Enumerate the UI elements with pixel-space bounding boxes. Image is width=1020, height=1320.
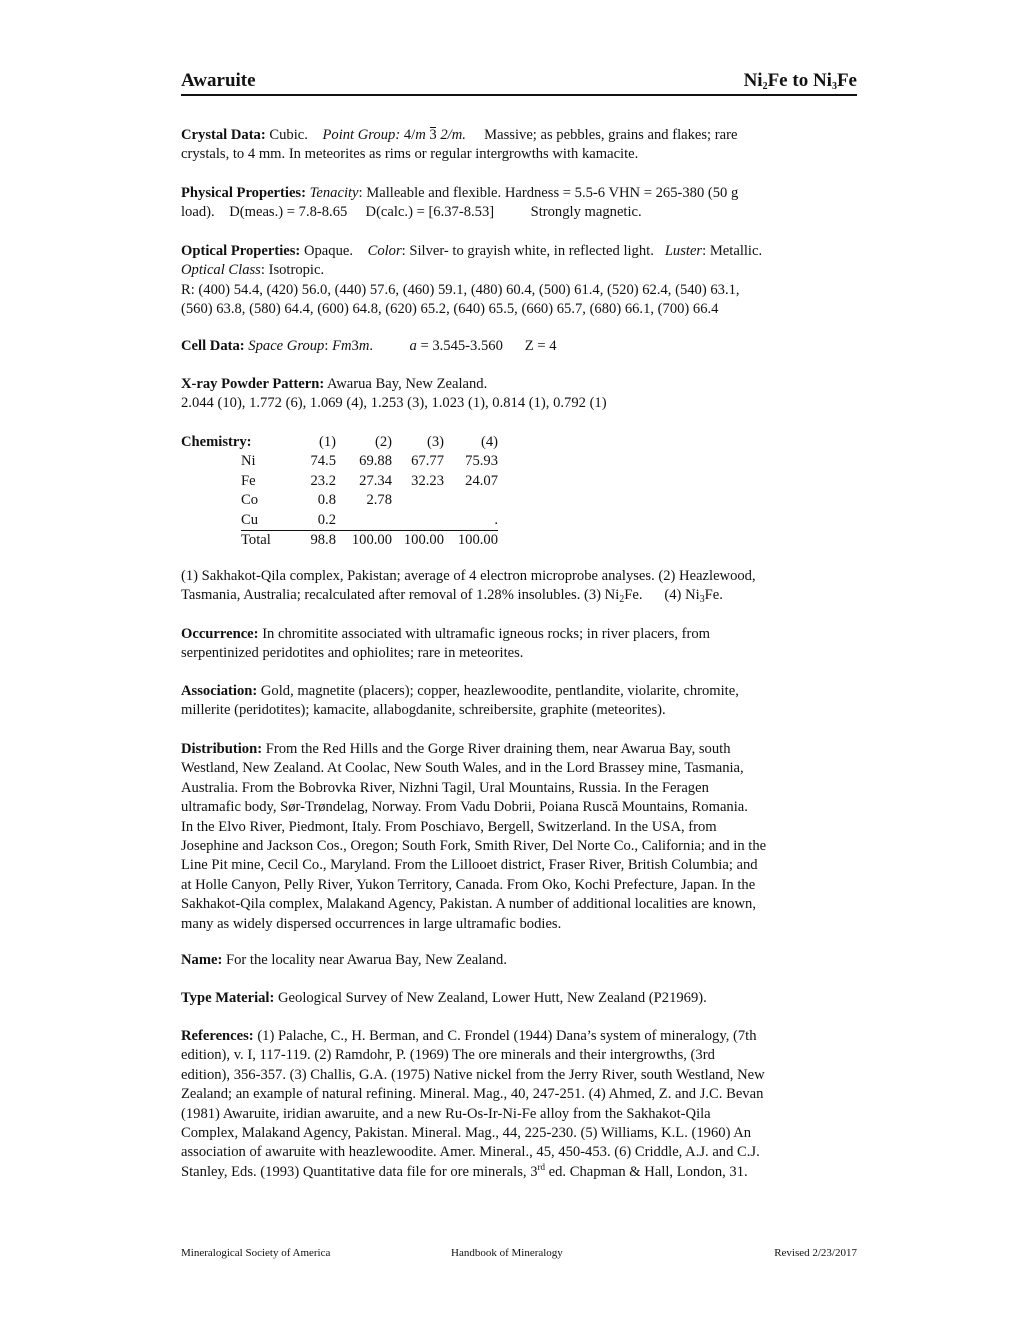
crystal-data-heading: Crystal Data: (181, 127, 266, 143)
footer-title: Handbook of Mineralogy (451, 1247, 563, 1259)
mineral-name: Awaruite (181, 70, 256, 91)
footer-publisher: Mineralogical Society of America (181, 1247, 331, 1259)
footer-revised: Revised 2/23/2017 (774, 1247, 857, 1259)
table-row: Cu 0.2 . (181, 511, 498, 531)
physical-properties-section: Physical Properties: Tenacity: Malleable and flexible. Hardness = 5.5-6 VHN = 265-380 (50 g load). D(meas.) = 7.8-8.65 D(calc.) = [6.37-8.53] Strongly magnetic. (181, 185, 739, 221)
cell-data-section: Cell Data: Space Group: Fm3m. a = 3.545-3.560 Z = 4 (181, 338, 557, 354)
occurrence-section: Occurrence: In chromitite associated with ultramafic igneous rocks; in river placers, from serpentinized peridotites and ophiolites; rare in meteorites. (181, 626, 710, 662)
optical-properties-section: Optical Properties: Opaque. Color: Silver- to grayish white, in reflected light. Luster: Metallic. Optical Class: Isotropic. R: (400) 54.4, (420) 56.0, (440) 57.6, (460) 59.1, (480) 60.4, (500) 61.4, (520) 62.4, (540) 63.1, (560) 63.8, (580) 64.4, (600) 64.8, (620) 65.2, (640) 65.5, (660) 65.7, (680) 66.1, (700) 66.4 (181, 243, 763, 318)
analysis-notes: (1) Sakhakot-Qila complex, Pakistan; average of 4 electron microprobe analyses. (2) Heazlewood, Tasmania, Australia; recalculated after removal of 1.28% insolubles. (3) $Ni_2Fe$. (4) $Ni_3Fe$. (181, 568, 756, 606)
crystal-data-section: Crystal Data: Cubic. Point Group: 4/m 3 2/m. Massive; as pebbles, grains and flakes; rare crystals, to 4 mm. In meteorites as rims or regular intergrowths with kamacite. (181, 127, 738, 163)
table-row: Co 0.8 2.78 (241, 492, 392, 509)
chemistry-heading: Chemistry: (181, 434, 252, 450)
table-row: Ni 74.5 69.88 67.77 75.93 (241, 453, 498, 470)
table-row: Fe 23.2 27.34 32.23 24.07 (241, 472, 498, 489)
association-section: Association: Gold, magnetite (placers); copper, heazlewoodite, pentlandite, violarite, chromite, millerite (peridotites); kamacite, allabogdanite, schreibersite, graphite (meteorites). (181, 683, 739, 719)
table-row: Total 98.8 100.00 100.00 100.00 (241, 532, 498, 549)
references-section: References: (1) Palache, C., H. Berman, and C. Frondel (1944) Dana’s system of mineralogy, (7th edition), v. I, 117-119. (2) Ramdohr, P. (1969) The ore minerals and their intergrowths, (3rd edition), 356-357. (3) Challis, G.A. (1975) Native nickel from the Jerry River, south Westland, New Zealand; an example of natural refining. Mineral. Mag., 40, 247-251. (4) Ahmed, Z. and J.C. Bevan (1981) Awaruite, iridian awaruite, and a new Ru-Os-Ir-Ni-Fe alloy from the Sakhakot-Qila Complex, Malakand Agency, Pakistan. Mineral. Mag., 44, 225-230. (5) Williams, K.L. (1960) An association of awaruite with heazlewoodite. Amer. Mineral., 45, 450-453. (6) Criddle, A.J. and C.J. Stanley, Eds. (1993) Quantitative data file for ore minerals, 3rd ed. Chapman & Hall, London, 31. (181, 1028, 765, 1180)
chemistry-table: Chemistry: (1) (2) (3) (4) Ni 74.5 69.88 67.77 75.93 Fe 23.2 27.34 32.23 24.07 Co 0.8 2.78 Cu 0.2 . Total 98.8 100.00 100.00 100.00 (181, 433, 498, 550)
title-row (181, 70, 857, 96)
xray-section: X-ray Powder Pattern: Awarua Bay, New Zealand. 2.044 (10), 1.772 (6), 1.069 (4), 1.253 (3), 1.023 (1), 0.814 (1), 0.792 (1) (181, 376, 607, 412)
type-material-section: Type Material: Geological Survey of New Zealand, Lower Hutt, New Zealand (P21969). (181, 990, 707, 1006)
distribution-section: Distribution: From the Red Hills and the Gorge River draining them, near Awarua Bay, south Westland, New Zealand. At Coolac, New South Wales, and in the Lord Brassey mine, Tasmania, Australia. From the Bobrovka River, Nizhni Tagil, Ural Mountains, Russia. In the Feragen ultramafic body, Sør-Trøndelag, Norway. From Vadu Dobrii, Poiana Ruscă Mountains, Romania. In the Elvo River, Piedmont, Italy. From Poschiavo, Bergell, Switzerland. In the USA, from Josephine and Jackson Cos., Oregon; South Fork, Smith River, Del Norte Co., California; and in the Line Pit mine, Cecil Co., Maryland. From the Lillooet district, Fraser River, British Columbia; and at Holle Canyon, Pelly River, Yukon Territory, Canada. From Oko, Kochi Prefecture, Japan. In the Sakhakot-Qila complex, Malakand Agency, Pakistan. A number of additional localities are known, many as widely dispersed occurrences in large ultramafic bodies. (181, 741, 767, 932)
mineral-formula: $Ni_2Fe$ to $Ni_3Fe$ (743, 70, 857, 92)
name-section: Name: For the locality near Awarua Bay, New Zealand. (181, 952, 507, 968)
